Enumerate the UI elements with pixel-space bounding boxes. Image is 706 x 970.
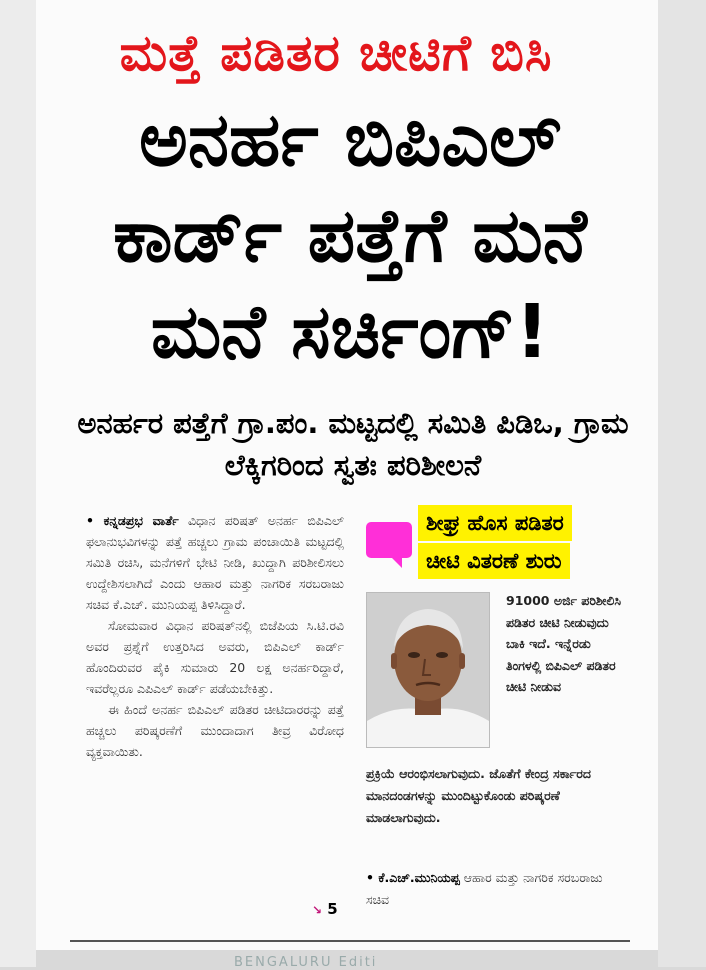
minister-photo: [366, 592, 490, 748]
caption-name: • ಕೆ.ಎಚ್.ಮುನಿಯಪ್ಪ: [366, 870, 460, 885]
footer-cutoff-text: BENGALURU Editi: [234, 955, 378, 970]
left-margin: [0, 0, 36, 967]
article-paragraph-1: ವಿಧಾನ ಪರಿಷತ್ ಅನರ್ಹ ಬಿಪಿಎಲ್ ಫಲಾನುಭವಿಗಳನ್ನು ಪತ್ತೆ ಹಚ್ಚಲು ಗ್ರಾಮ ಪಂಚಾಯಿತಿ ಮಟ್ಟದಲ್ಲಿ ಸಮಿತಿ ರಚಿಸಿ, ಮನೆಗಳಿಗೆ ಭೇಟಿ ನೀಡಿ, ಖುದ್ದಾಗಿ ಪರಿಶೀಲಿಸಲು ಉದ್ದೇಶಿಸಲಾಗಿದೆ ಎಂದು ಆಹಾರ ಮತ್ತು ನಾಗರಿಕ ಸರಬರಾಜು ಸಚಿವ ಕೆ.ಎಚ್. ಮುನಿಯಪ್ಪ ತಿಳಿಸಿದ್ದಾರೆ.: [86, 513, 344, 612]
sidebar-text-top: [506, 590, 626, 698]
byline: • ಕನ್ನಡಪ್ರಭ ವಾರ್ತೆ: [86, 513, 179, 528]
article-paragraph-3: ಈ ಹಿಂದೆ ಅನರ್ಹ ಬಿಪಿಎಲ್ ಪಡಿತರ ಚೀಟಿದಾರರನ್ನು ಪತ್ತೆ ಹಚ್ಚಲು ಪರಿಷ್ಕರಣೆಗೆ ಮುಂದಾದಾಗ ತೀವ್ರ ವಿರೋಧ ವ್ಯಕ್ತವಾಯಿತು.: [86, 702, 344, 759]
page-number: 5: [327, 900, 338, 918]
main-headline: ಅನರ್ಹ ಬಿಪಿಎಲ್ ಕಾರ್ಡ್ ಪತ್ತೆಗೆ ಮನೆ ಮನೆ ಸರ್ಚಿಂಗ್!: [113, 97, 587, 375]
article-paragraph-2: ಸೋಮವಾರ ವಿಧಾನ ಪರಿಷತ್‌ನಲ್ಲಿ ಬಿಜೆಪಿಯ ಸಿ.ಟಿ.ರವಿ ಅವರ ಪ್ರಶ್ನೆಗೆ ಉತ್ತರಿಸಿದ ಅವರು, ಬಿಪಿಎಲ್ ಕಾರ್ಡ್ ಹೊಂದಿರುವರ ಪೈಕಿ ಸುಮಾರು 20 ಲಕ್ಷ ಅನರ್ಹರಿದ್ದಾರೆ, ಇವರೆಲ್ಲರೂ ಎಪಿಎಲ್ ಕಾರ್ಡ್ ಪಡೆಯಬೇಕಿತ್ತು.: [86, 618, 344, 696]
sidebar-highlight-2: ಚೀಟಿ ವಿತರಣೆ ಶುರು: [418, 543, 570, 579]
chat-bubble-icon: [366, 522, 412, 558]
chat-bubble-tail: [390, 556, 402, 568]
sidebar-paragraph-top: 91000 ಅರ್ಜಿ ಪರಿಶೀಲಿಸಿ ಪಡಿತರ ಚೀಟಿ ನೀಡುವುದು ಬಾಕಿ ಇದೆ. ಇನ್ನೆರಡು ತಿಂಗಳಲ್ಲಿ ಬಿಪಿಎಲ್ ಪಡಿತರ ಚೀಟಿ ನೀಡುವ: [506, 593, 621, 694]
article-body: [86, 510, 344, 762]
continued-page-ref: [312, 900, 338, 918]
arrow-icon: ↘: [312, 903, 323, 917]
kicker-headline: ಮತ್ತೆ ಪಡಿತರ ಚೀಟಿಗೆ ಬಿಸಿ: [119, 24, 553, 82]
bottom-divider: [70, 940, 630, 942]
caption-role: ಆಹಾರ ಮತ್ತು ನಾಗರಿಕ ಸರಬರಾಜು ಸಚಿವ: [366, 870, 603, 907]
sidebar-highlight-1: ಶೀಘ್ರ ಹೊಸ ಪಡಿತರ: [418, 505, 572, 541]
sidebar-paragraph-wide: ಪ್ರಕ್ರಿಯೆ ಆರಂಭಿಸಲಾಗುವುದು. ಜೊತೆಗೆ ಕೇಂದ್ರ ಸರ್ಕಾರದ ಮಾನದಂಡಗಳನ್ನು ಮುಂದಿಟ್ಟುಕೊಂಡು ಪರಿಷ್ಕರಣೆ ಮಾಡಲಾಗುವುದು.: [366, 766, 591, 825]
sub-headline: ಅನರ್ಹರ ಪತ್ತೆಗೆ ಗ್ರಾ.ಪಂ. ಮಟ್ಟದಲ್ಲಿ ಸಮಿತಿ ಪಿಡಿಒ, ಗ್ರಾಮ ಲೆಕ್ಕಿಗರಿಂದ ಸ್ವತಃ ಪರಿಶೀಲನೆ: [77, 406, 629, 482]
sidebar-text-wide: [366, 763, 626, 829]
right-margin: [658, 0, 706, 967]
photo-caption: [366, 867, 628, 911]
